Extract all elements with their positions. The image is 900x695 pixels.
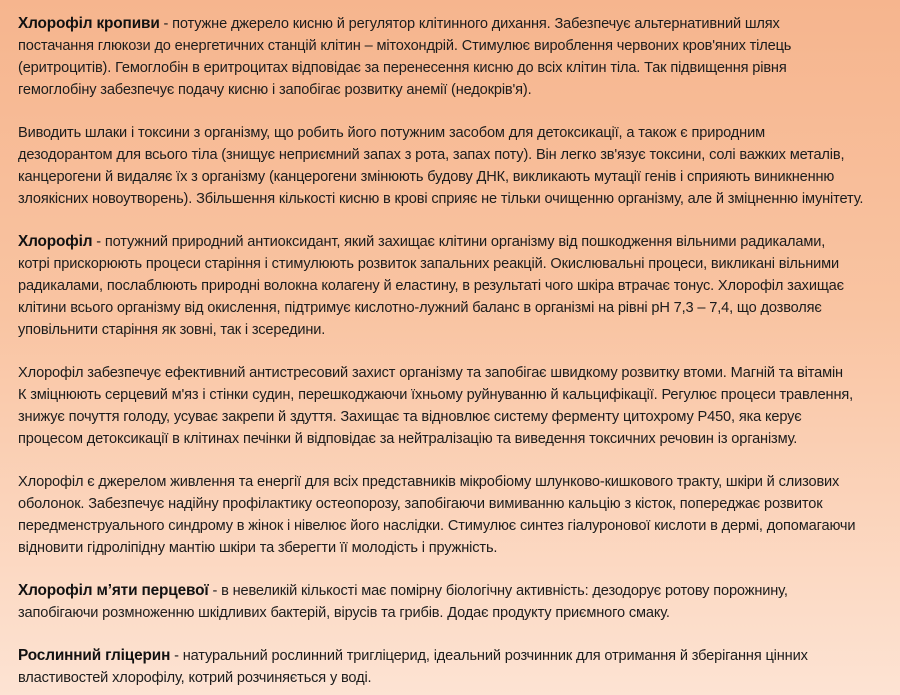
paragraph-text: - натуральний рослинний тригліцерид, ідеальний розчинник для отримання й зберігання цінних властивостей хлорофілу, котрий розчиняється у воді. [18, 648, 808, 686]
paragraph-text: - потужний природний антиоксидант, який захищає клітини організму від пошкодження вільними радикалами, котрі прискорюють процеси старіння і стимулюють розвиток запальних реакцій. Окислювальні процеси, викликані вільними радикалами, послаблюють природні волокна колагену й еластину, в результаті чого шкіра втрачає тонус. Хлорофіл захищає клітини всього організму від окислення, підтримує кислотно-лужний баланс в організмі на рівні pH 7,3 – 7,4, що дозволяє уповільнити старіння як зовні, так і зсередини. [18, 234, 844, 338]
term-heading: Хлорофіл [18, 233, 93, 250]
term-heading: Хлорофіл м’яти перцевої [18, 582, 209, 599]
paragraph-nettle-chlorophyll [18, 13, 896, 101]
paragraph-peppermint-chlorophyll [18, 580, 896, 624]
paragraph-microbiome [18, 471, 896, 559]
paragraph-text: Хлорофіл забезпечує ефективний антистресовий захист організму та запобігає швидкому розвитку втоми. Магній та вітамін К зміцнюють серцевий м'яз і стінки судин, перешкоджаючи їхньому руйнуванню й кальцифікації. Регулює процеси травлення, знижує почуття голоду, усуває закрепи й здуття. Захищає та відновлює систему ферменту цитохрому P450, яка керує процесом детоксикації в клітинах печінки й відповідає за нейтралізацію та виведення токсичних речовин із організму. [18, 365, 854, 447]
description-text [18, 13, 896, 689]
paragraph-text: - потужне джерело кисню й регулятор клітинного дихання. Забезпечує альтернативний шлях постачання глюкози до енергетичних станцій клітин – мітохондрій. Стимулює вироблення червоних кров'яних тілець (еритроцитів). Гемоглобін в еритроцитах відповідає за перенесення кисню до всіх клітин тіла. Так підвищення рівня гемоглобіну забезпечує подачу кисню і запобігає розвитку анемії (недокрів'я). [18, 16, 792, 98]
paragraph-text: Хлорофіл є джерелом живлення та енергії для всіх представників мікробіому шлунково-кишкового тракту, шкіри й слизових оболонок. Забезпечує надійну профілактику остеопорозу, запобігаючи вимиванню кальцію з кісток, попереджає розвиток передменструального синдрому в жінок і нівелює його наслідки. Стимулює синтез гіалуронової кислоти в дермі, допомагаючи відновити гідроліпідну мантію шкіри та зберегти її молодість і пружність. [18, 474, 856, 556]
paragraph-chlorophyll-antioxidant [18, 231, 896, 341]
term-heading: Хлорофіл кропиви [18, 15, 160, 32]
paragraph-text: Виводить шлаки і токсини з організму, що робить його потужним засобом для детоксикації, а також є природним дезодорантом для всього тіла (знищує неприємний запах з рота, запах поту). Він легко зв'язує токсини, солі важких металів, канцерогени й видаляє їх з організму (канцерогени змінюють будову ДНК, викликають мутації генів і сприяють виникненню злоякісних новоутворень). Збільшення кількості кисню в крові сприяє не тільки очищенню організму, але й зміцненню імунітету. [18, 125, 864, 207]
paragraph-antistress [18, 362, 896, 450]
paragraph-glycerin [18, 645, 896, 689]
paragraph-text: - в невеликій кількості має помірну біологічну активність: дезодорує ротову порожнину, запобігаючи розмноженню шкідливих бактерій, вірусів та грибів. Додає продукту приємного смаку. [18, 583, 788, 621]
paragraph-detox [18, 122, 896, 210]
term-heading: Рослинний гліцерин [18, 647, 171, 664]
